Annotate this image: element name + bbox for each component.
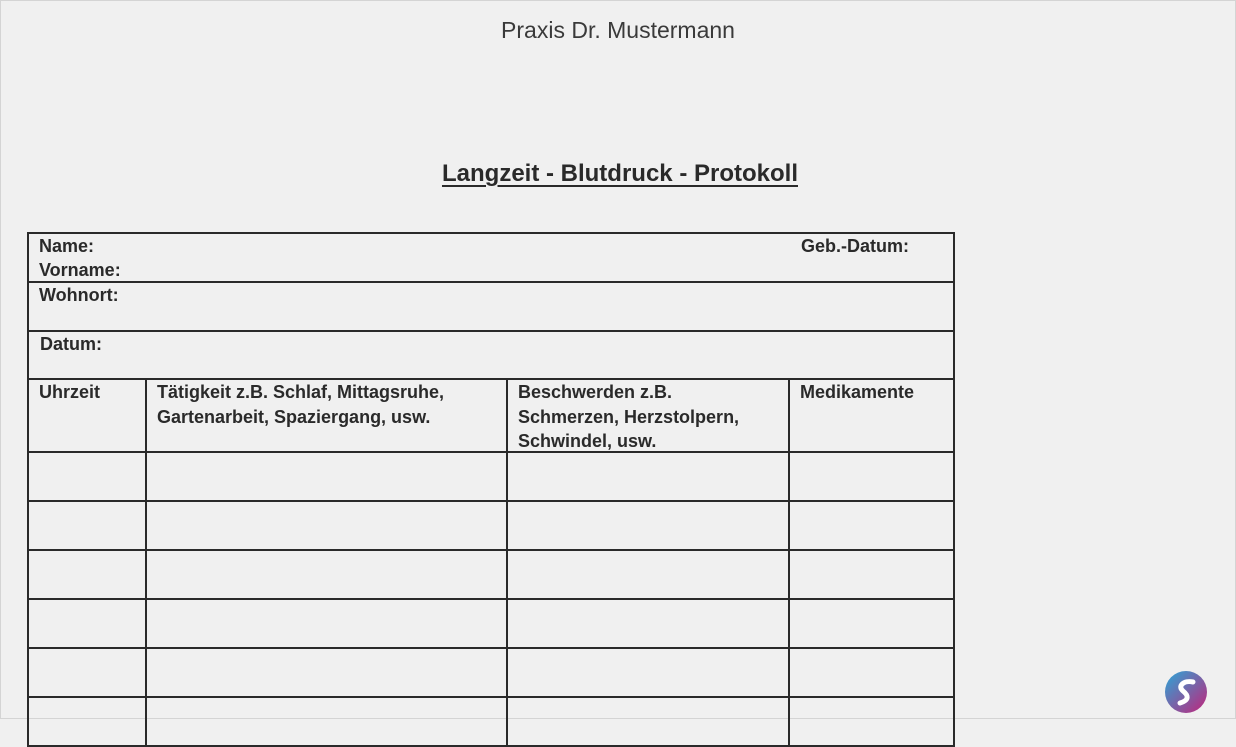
table-cell-activity[interactable] bbox=[147, 698, 508, 745]
table-cell-medication[interactable] bbox=[790, 453, 953, 500]
table-cell-time[interactable] bbox=[29, 453, 147, 500]
table-row bbox=[29, 698, 953, 747]
table-body bbox=[29, 453, 953, 747]
table-cell-complaints[interactable] bbox=[508, 698, 790, 745]
table-cell-activity[interactable] bbox=[147, 502, 508, 549]
column-header-complaints: Beschwerden z.B. Schmerzen, Herzstolpern, Schwindel, usw. bbox=[508, 380, 790, 451]
residence-label: Wohnort: bbox=[39, 285, 119, 305]
table-header-row bbox=[29, 380, 953, 453]
name-label: Name: bbox=[39, 236, 95, 256]
table-cell-activity[interactable] bbox=[147, 600, 508, 647]
table-cell-medication[interactable] bbox=[790, 600, 953, 647]
table-cell-medication[interactable] bbox=[790, 649, 953, 696]
residence-row bbox=[29, 283, 953, 332]
table-cell-complaints[interactable] bbox=[508, 453, 790, 500]
column-header-medication: Medikamente bbox=[800, 382, 915, 402]
document-title: Langzeit - Blutdruck - Protokoll bbox=[441, 160, 798, 187]
table-row bbox=[29, 649, 953, 698]
birthdate-label: Geb.-Datum: bbox=[801, 236, 909, 256]
table-row bbox=[29, 600, 953, 649]
date-label: Datum: bbox=[40, 334, 102, 354]
logo-icon bbox=[1164, 670, 1208, 714]
date-row bbox=[29, 332, 953, 380]
table-cell-activity[interactable] bbox=[147, 649, 508, 696]
table-row bbox=[29, 502, 953, 551]
table-cell-time[interactable] bbox=[29, 698, 147, 745]
table-cell-medication[interactable] bbox=[790, 698, 953, 745]
table-row bbox=[29, 453, 953, 502]
table-cell-complaints[interactable] bbox=[508, 551, 790, 598]
table-cell-medication[interactable] bbox=[790, 502, 953, 549]
firstname-label: Vorname: bbox=[39, 260, 121, 280]
table-cell-activity[interactable] bbox=[147, 551, 508, 598]
table-cell-complaints[interactable] bbox=[508, 649, 790, 696]
table-cell-complaints[interactable] bbox=[508, 502, 790, 549]
table-cell-time[interactable] bbox=[29, 551, 147, 598]
table-row bbox=[29, 551, 953, 600]
name-row bbox=[29, 234, 953, 283]
table-cell-activity[interactable] bbox=[147, 453, 508, 500]
column-header-time: Uhrzeit bbox=[29, 380, 147, 451]
table-cell-time[interactable] bbox=[29, 600, 147, 647]
table-cell-medication[interactable] bbox=[790, 551, 953, 598]
protocol-form bbox=[27, 232, 955, 747]
practice-name: Praxis Dr. Mustermann bbox=[501, 17, 735, 43]
table-cell-complaints[interactable] bbox=[508, 600, 790, 647]
table-cell-time[interactable] bbox=[29, 649, 147, 696]
table-cell-time[interactable] bbox=[29, 502, 147, 549]
column-header-activity: Tätigkeit z.B. Schlaf, Mittagsruhe, Gartenarbeit, Spaziergang, usw. bbox=[147, 380, 508, 451]
